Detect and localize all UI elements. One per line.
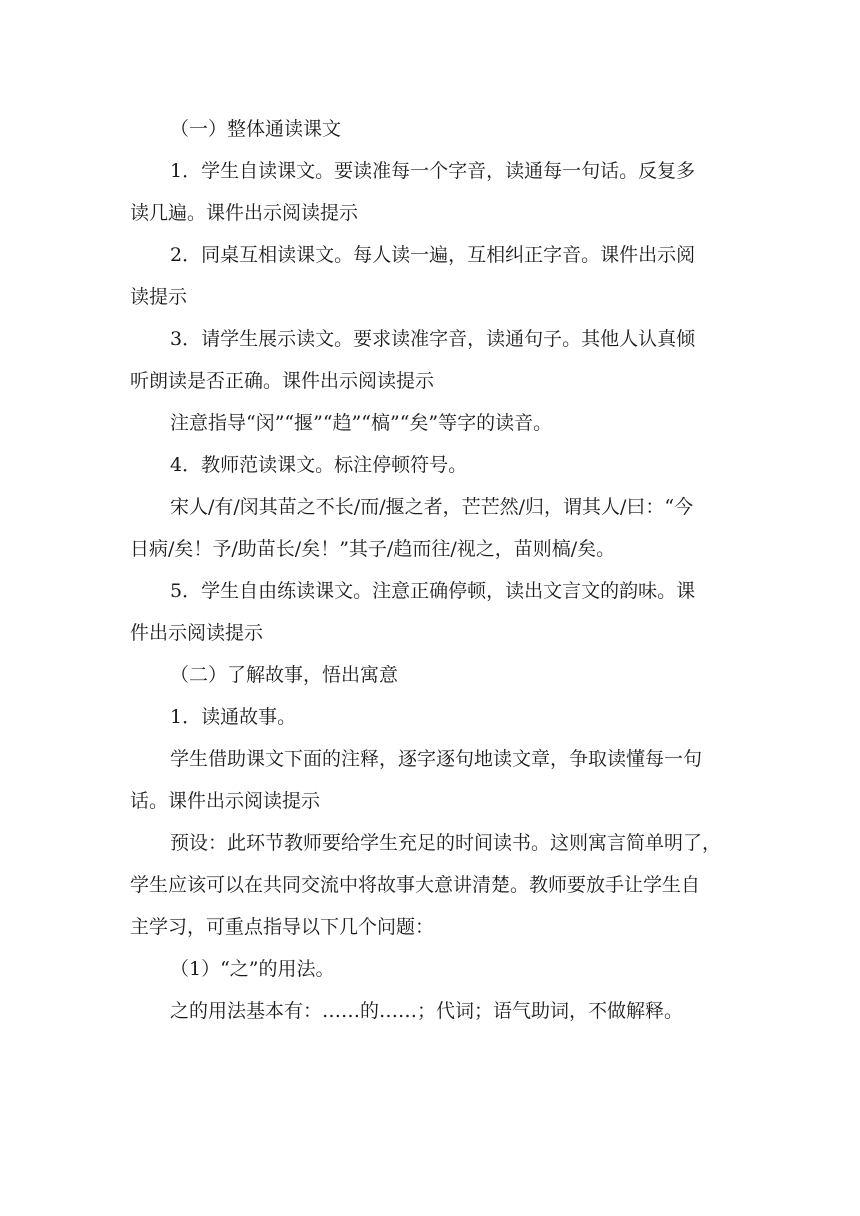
text-line: （一）整体通读课文	[170, 118, 342, 140]
heading-section-one	[130, 108, 732, 150]
text-line: （1）“之”的用法。	[170, 958, 335, 980]
text-line: 主学习，可重点指导以下几个问题：	[130, 916, 435, 938]
text-line: 之的用法基本有：……的……；代词；语气助词，不做解释。	[170, 1000, 684, 1022]
paragraph-step-4	[130, 444, 732, 486]
paragraph-usage-detail	[130, 990, 732, 1032]
paragraph-step-5	[130, 570, 732, 654]
text-line: 宋人/有/闵其苗之不长/而/揠之者，芒芒然/归，谓其人/曰：“今	[170, 496, 694, 518]
paragraph-pronunciation-note	[130, 402, 732, 444]
text-line: 1．学生自读课文。要读准每一个字音，读通每一句话。反复多	[170, 160, 696, 182]
text-line: 日病/矣！予/助苗长/矣！”其子/趋而往/视之，苗则槁/矣。	[130, 538, 616, 560]
paragraph-read-story	[130, 696, 732, 738]
text-line: （二）了解故事，悟出寓意	[170, 664, 399, 686]
paragraph-classical-text	[130, 486, 732, 570]
text-line: 4．教师范读课文。标注停顿符号。	[170, 454, 468, 476]
document-body	[130, 108, 732, 1032]
text-line: 读几遍。课件出示阅读提示	[130, 202, 359, 224]
paragraph-annotations	[130, 738, 732, 822]
text-line: 注意指导“闵”“揠”“趋”“槁”“矣”等字的读音。	[170, 412, 553, 434]
heading-section-two	[130, 654, 732, 696]
text-line: 2．同桌互相读课文。每人读一遍，互相纠正字音。课件出示阅	[170, 244, 696, 266]
text-line: 听朗读是否正确。课件出示阅读提示	[130, 370, 435, 392]
text-line: 预设：此环节教师要给学生充足的时间读书。这则寓言简单明了，	[170, 832, 722, 854]
text-line: 1．读通故事。	[170, 706, 297, 728]
text-line: 5．学生自由练读课文。注意正确停顿，读出文言文的韵味。课	[170, 580, 696, 602]
text-line: 3．请学生展示读文。要求读准字音，读通句子。其他人认真倾	[170, 328, 696, 350]
paragraph-step-1	[130, 150, 732, 234]
text-line: 学生借助课文下面的注释，逐字逐句地读文章，争取读懂每一句	[170, 748, 703, 770]
paragraph-step-2	[130, 234, 732, 318]
text-line: 话。课件出示阅读提示	[130, 790, 321, 812]
paragraph-step-3	[130, 318, 732, 402]
paragraph-preset	[130, 822, 732, 948]
paragraph-usage-heading	[130, 948, 732, 990]
text-line: 学生应该可以在共同交流中将故事大意讲清楚。教师要放手让学生自	[130, 874, 701, 896]
text-line: 件出示阅读提示	[130, 622, 264, 644]
text-line: 读提示	[130, 286, 188, 308]
